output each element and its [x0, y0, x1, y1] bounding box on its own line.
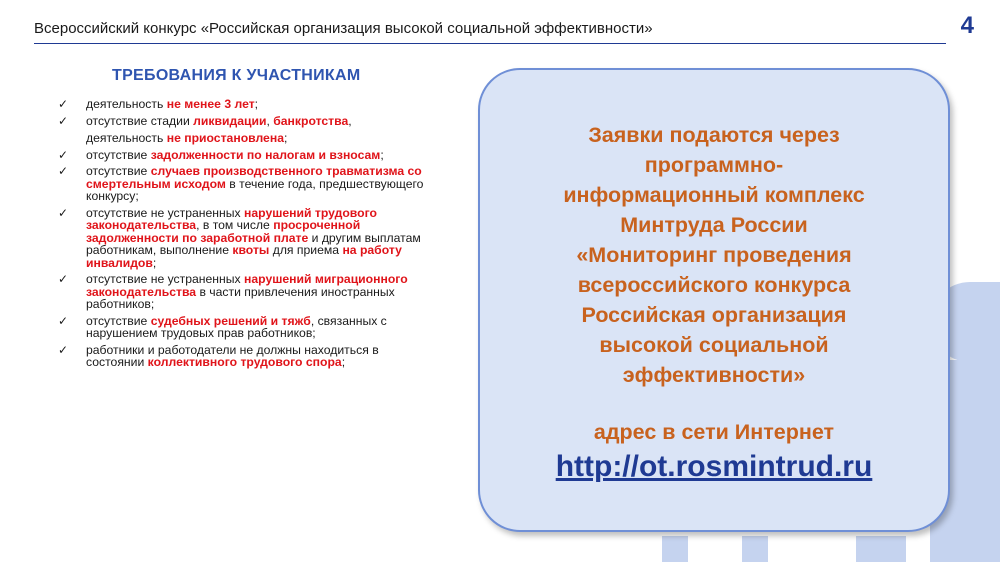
requirement-text: , [348, 113, 352, 128]
callout-address-label: адрес в сети Интернет [593, 420, 835, 444]
requirement-subline [58, 132, 428, 145]
requirement-text: ; [380, 147, 384, 162]
requirement-highlight: нарушений миграционного законодательства [86, 272, 408, 299]
requirement-text: отсутствие [86, 313, 151, 328]
requirement-text: работники и работодатели не должны находиться в состоянии [86, 342, 379, 369]
requirement-text: отсутствие стадии [86, 113, 194, 128]
requirement-highlight: ликвидации [193, 113, 267, 128]
requirement-highlight: просроченной задолженности по заработной плате [86, 218, 361, 245]
requirement-highlight: нарушений трудового законодательства [86, 205, 377, 232]
requirement-highlight: судебных решений и тяжб [150, 313, 311, 328]
callout-line: Заявки подаются через [588, 123, 840, 147]
requirement-text: ; [341, 355, 346, 369]
deco-bar-bottom-1 [662, 536, 688, 562]
callout-line: всероссийского конкурса [577, 273, 851, 297]
requirements-title: ТРЕБОВАНИЯ К УЧАСТНИКАМ [112, 67, 361, 84]
page-title: Всероссийский конкурс «Российская организация высокой социальной эффективности» [34, 20, 653, 37]
requirement-text: для приема [269, 243, 343, 257]
callout-line: Минтруда России [620, 213, 808, 237]
requirement-text: в течение года, предшествующего конкурсу; [86, 176, 424, 203]
requirement-text: отсутствие [86, 164, 151, 178]
requirement-text: отсутствие не устраненных [86, 205, 245, 220]
deco-bar-bottom-3 [856, 536, 906, 562]
requirement-item [58, 165, 428, 203]
requirement-highlight: коллективного трудового спора [147, 355, 342, 369]
callout-line: высокой социальной [599, 333, 829, 357]
callout-text [490, 120, 938, 390]
requirement-highlight: на работу инвалидов [86, 243, 402, 270]
checkmark-icon: ✓ [58, 313, 69, 328]
requirement-item [58, 273, 428, 311]
requirement-text: ; [152, 255, 157, 270]
requirement-text: отсутствие не устраненных [86, 272, 245, 286]
checkmark-icon: ✓ [58, 342, 69, 357]
requirement-highlight: случаев производственного травматизма со смертельным исходом [86, 164, 422, 191]
requirement-text: , [266, 113, 274, 128]
checkmark-icon: ✓ [58, 205, 69, 220]
requirement-item [58, 344, 428, 369]
application-callout [478, 68, 950, 532]
website-link[interactable]: http://ot.rosmintrud.ru [555, 450, 873, 483]
requirements-list [58, 98, 428, 373]
requirement-text: , в том числе [196, 218, 274, 232]
requirement-highlight: задолженности по налогам и взносам [150, 147, 381, 162]
callout-line: эффективности» [622, 363, 806, 387]
deco-bar-bottom-2 [742, 536, 768, 562]
requirement-item [58, 149, 428, 162]
slide-number: 4 [960, 12, 974, 39]
callout-line: «Мониторинг проведения [576, 243, 852, 267]
checkmark-icon: ✓ [58, 147, 69, 162]
callout-line: Российская организация [581, 303, 847, 327]
requirement-item [58, 98, 428, 111]
requirement-text: в части привлечения иностранных работников; [86, 284, 395, 311]
requirement-item [58, 115, 428, 145]
requirement-highlight: не менее 3 лет [166, 97, 255, 111]
requirement-text: отсутствие [86, 147, 151, 162]
requirement-item [58, 315, 428, 340]
requirement-highlight: квоты [232, 243, 270, 257]
requirement-highlight: банкротства [273, 113, 349, 128]
requirement-item [58, 207, 428, 270]
callout-line: информационный комплекс [563, 183, 865, 207]
requirement-text: ; [283, 131, 288, 145]
requirement-text: деятельность [86, 131, 167, 145]
requirement-text: , связанных с нарушением трудовых прав работников; [86, 313, 387, 340]
requirement-text: ; [254, 97, 259, 111]
checkmark-icon: ✓ [58, 272, 69, 286]
checkmark-icon: ✓ [58, 164, 69, 178]
requirement-text: деятельность [86, 97, 167, 111]
requirement-text: и другим выплатам работникам, выполнение [86, 230, 421, 257]
requirement-highlight: не приостановлена [166, 131, 284, 145]
checkmark-icon: ✓ [58, 113, 69, 128]
callout-line: программно- [644, 153, 784, 177]
checkmark-icon: ✓ [58, 97, 69, 111]
header-divider [34, 43, 946, 44]
